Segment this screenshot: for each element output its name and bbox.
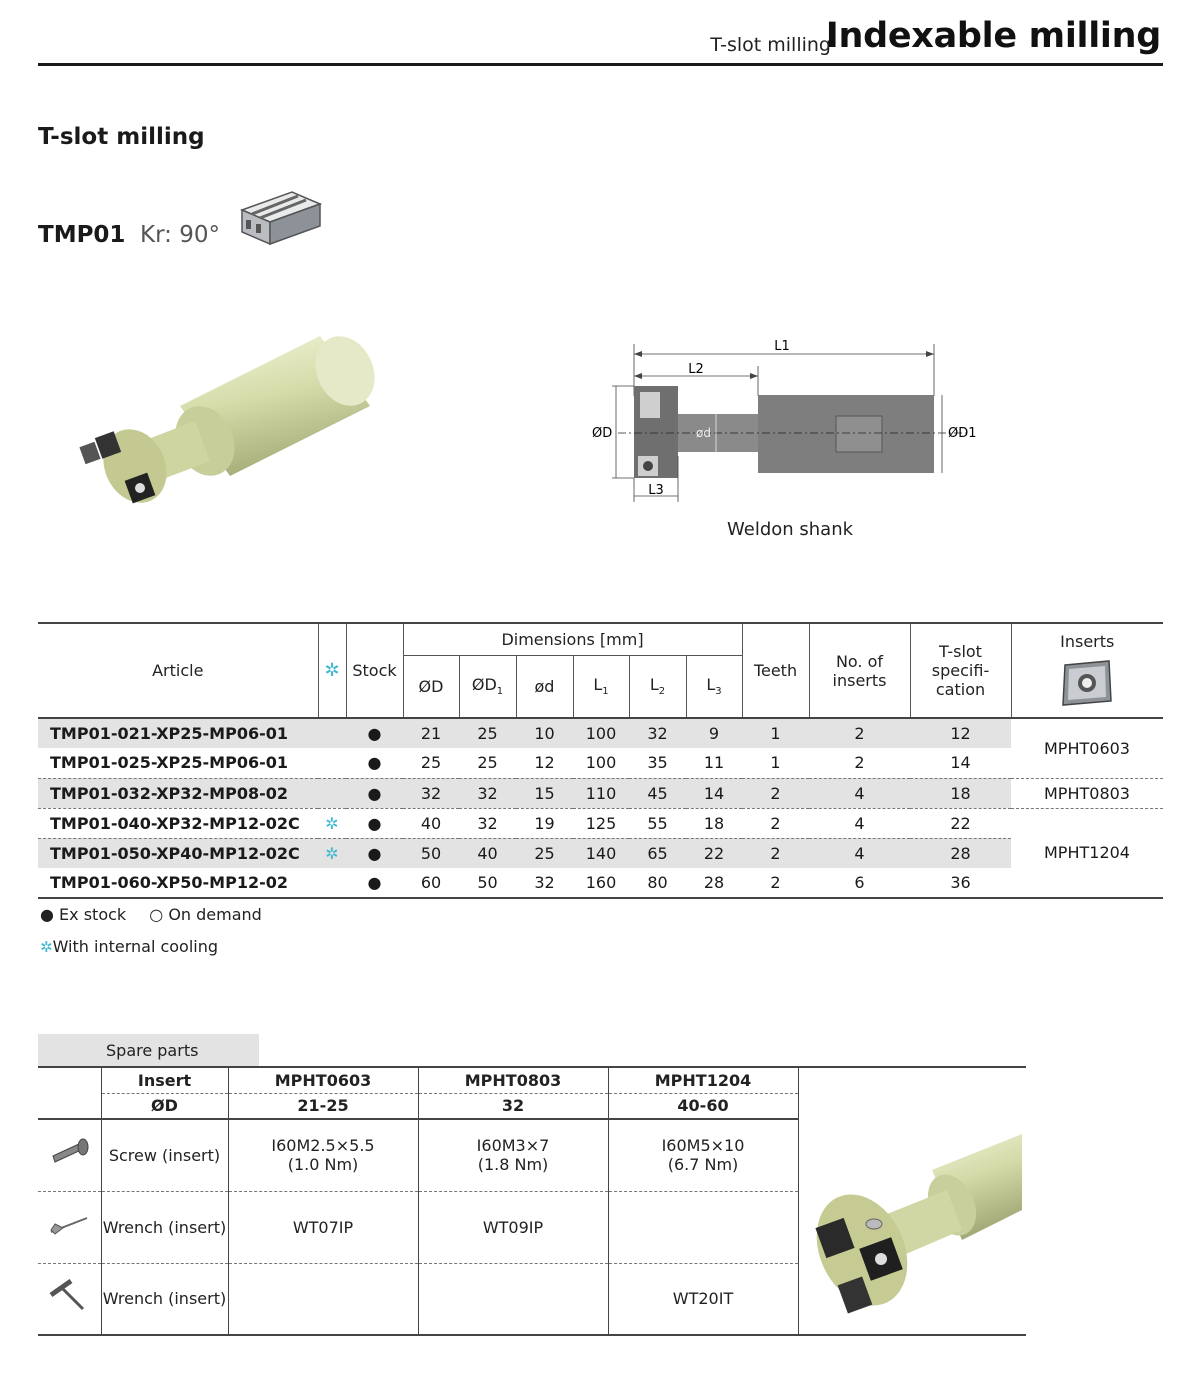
article-table	[38, 622, 1163, 899]
stock-cell: ●	[346, 718, 403, 748]
cell-small-d: 15	[516, 778, 573, 808]
stock-cell: ●	[346, 808, 403, 838]
tool-image-detail	[812, 1130, 1022, 1325]
cell-d: 32	[403, 778, 459, 808]
cell-tslot: 12	[910, 718, 1011, 748]
col-inserts: Inserts	[1011, 623, 1163, 718]
spare-parts-tab: Spare parts	[38, 1034, 259, 1066]
insert-icon	[1059, 657, 1115, 709]
insert-label: Insert	[101, 1067, 228, 1093]
cell-d1: 25	[477, 753, 498, 773]
spare-value	[608, 1191, 798, 1263]
legend-ex-stock: ● Ex stock	[40, 905, 127, 924]
cell-l1: 140	[573, 838, 629, 868]
cell-inserts: 2	[854, 753, 865, 773]
l1-label: L1	[774, 339, 790, 354]
cell-d1: 25	[459, 718, 516, 748]
cell-inserts: 4	[809, 778, 910, 808]
cell-d: 40	[403, 808, 459, 838]
spare-row-label: Wrench (insert)	[101, 1191, 228, 1263]
col-d: ØD	[403, 655, 459, 718]
technical-drawing	[588, 336, 988, 511]
table-row-article: TMP01-032-XP32-MP08-02	[38, 778, 318, 808]
spare-value: I60M2.5×5.5 (1.0 Nm)	[228, 1119, 418, 1191]
cell-small-d: 12	[534, 753, 555, 773]
insert-group-cell: MPHT0603	[1044, 738, 1130, 758]
cooling-cell	[318, 718, 346, 748]
col-dimensions: Dimensions [mm]	[403, 623, 742, 655]
cell-l2: 80	[629, 868, 686, 898]
spare-value: WT20IT	[608, 1263, 798, 1335]
cell-l3: 9	[686, 718, 742, 748]
cell-teeth: 2	[742, 868, 809, 898]
cell-tslot: 28	[910, 838, 1011, 868]
legend-cooling-label: With internal cooling	[52, 937, 219, 956]
l2-label: L2	[688, 362, 704, 377]
drawing-caption: Weldon shank	[727, 519, 854, 540]
table-row-article: TMP01-021-XP25-MP06-01	[38, 718, 318, 748]
col-no-inserts: No. of inserts	[809, 623, 910, 718]
cell-teeth: 2	[742, 778, 809, 808]
col-l3: $L_3$	[686, 655, 742, 718]
header-title: Indexable milling	[825, 16, 1161, 56]
spare-diameter-2: 40-60	[608, 1093, 798, 1119]
cell-l1: 125	[573, 808, 629, 838]
d1-label: ØD1	[948, 426, 977, 441]
cell-l2: 55	[629, 808, 686, 838]
tslot-block-icon	[238, 184, 324, 248]
d-label: ØD	[592, 426, 613, 441]
t-wrench-icon	[38, 1263, 101, 1335]
cooling-cell	[318, 748, 346, 778]
cell-d1: 32	[459, 778, 516, 808]
kr-angle: Kr: 90°	[140, 222, 220, 248]
cell-d1: 32	[459, 808, 516, 838]
cell-l3: 28	[686, 868, 742, 898]
cell-inserts: 6	[809, 868, 910, 898]
col-l1: $L_1$	[573, 655, 629, 718]
header-subtitle: T-slot milling	[710, 34, 831, 56]
cell-small-d: 25	[516, 838, 573, 868]
cooling-icon: ✲	[40, 938, 53, 956]
table-row-article: TMP01-025-XP25-MP06-01	[50, 753, 288, 773]
col-article: Article	[152, 661, 204, 680]
cell-tslot: 18	[910, 778, 1011, 808]
cooling-cell	[318, 868, 346, 898]
l3-label: L3	[648, 483, 664, 498]
diameter-label: ØD	[101, 1093, 228, 1119]
cooling-header-icon: ✲	[318, 623, 346, 718]
spare-row-label: Screw (insert)	[101, 1119, 228, 1191]
cell-teeth: 2	[742, 808, 809, 838]
col-l2: $L_2$	[629, 655, 686, 718]
section-title: T-slot milling	[38, 124, 205, 150]
legend-on-demand: ○ On demand	[149, 905, 262, 924]
wrench-icon	[38, 1191, 101, 1263]
spare-value	[418, 1263, 608, 1335]
cell-l1: 100	[585, 753, 617, 773]
table-row-article: TMP01-050-XP40-MP12-02C	[38, 838, 318, 868]
page-header	[38, 14, 1163, 66]
cooling-cell	[318, 778, 346, 808]
spare-diameter-0: 21-25	[228, 1093, 418, 1119]
cell-l1: 160	[573, 868, 629, 898]
legend-stock	[40, 905, 262, 924]
spare-value	[228, 1263, 418, 1335]
stock-cell: ●	[346, 778, 403, 808]
cell-small-d: 10	[516, 718, 573, 748]
cell-l2: 45	[629, 778, 686, 808]
cell-d1: 50	[459, 868, 516, 898]
table-row-article: TMP01-060-XP50-MP12-02	[38, 868, 318, 898]
cell-l3: 14	[686, 778, 742, 808]
insert-group-cell: MPHT0803	[1011, 778, 1163, 808]
model-name: TMP01	[38, 222, 126, 248]
cell-d1: 40	[459, 838, 516, 868]
cell-inserts: 4	[809, 808, 910, 838]
spare-value: WT09IP	[418, 1191, 608, 1263]
cell-teeth: 2	[742, 838, 809, 868]
spare-insert-1: MPHT0803	[418, 1067, 608, 1093]
cooling-cell: ✲	[318, 808, 346, 838]
cell-l3: 18	[686, 808, 742, 838]
col-tslot: T-slot specifi- cation	[910, 623, 1011, 718]
cell-d: 25	[420, 753, 442, 773]
cell-l1: 100	[573, 718, 629, 748]
spare-diameter-1: 32	[418, 1093, 608, 1119]
table-row-article: TMP01-040-XP32-MP12-02C	[38, 808, 318, 838]
spare-value: WT07IP	[228, 1191, 418, 1263]
cooling-cell: ✲	[318, 838, 346, 868]
cell-l3: 22	[686, 838, 742, 868]
col-teeth: Teeth	[742, 623, 809, 718]
cell-tslot: 22	[910, 808, 1011, 838]
cell-l2: 32	[629, 718, 686, 748]
cell-d: 21	[403, 718, 459, 748]
spare-insert-0: MPHT0603	[228, 1067, 418, 1093]
insert-group-cell: MPHT1204	[1011, 808, 1163, 898]
screw-icon	[38, 1119, 101, 1191]
cell-d: 60	[403, 868, 459, 898]
cell-tslot: 36	[910, 868, 1011, 898]
col-d1: $ØD_1$	[459, 655, 516, 718]
cell-inserts: 4	[809, 838, 910, 868]
cell-l1: 110	[573, 778, 629, 808]
cell-l3: 11	[703, 753, 725, 773]
spare-value: I60M3×7 (1.8 Nm)	[418, 1119, 608, 1191]
legend-cooling	[40, 937, 218, 956]
cell-l2: 65	[629, 838, 686, 868]
cell-tslot: 14	[950, 753, 971, 773]
cell-d: 50	[403, 838, 459, 868]
small-d-label: ød	[696, 426, 711, 440]
spare-insert-2: MPHT1204	[608, 1067, 798, 1093]
tool-image	[70, 326, 380, 526]
col-stock: Stock	[346, 623, 403, 718]
stock-cell: ●	[346, 838, 403, 868]
spare-value: I60M5×10 (6.7 Nm)	[608, 1119, 798, 1191]
cell-teeth: 1	[742, 718, 809, 748]
cell-small-d: 19	[516, 808, 573, 838]
stock-cell: ●	[367, 753, 382, 773]
cell-inserts: 2	[809, 718, 910, 748]
stock-cell: ●	[346, 868, 403, 898]
col-small-d: ød	[516, 655, 573, 718]
cell-teeth: 1	[770, 753, 781, 773]
spare-row-label: Wrench (insert)	[101, 1263, 228, 1335]
cell-small-d: 32	[516, 868, 573, 898]
cell-l2: 35	[647, 753, 668, 773]
